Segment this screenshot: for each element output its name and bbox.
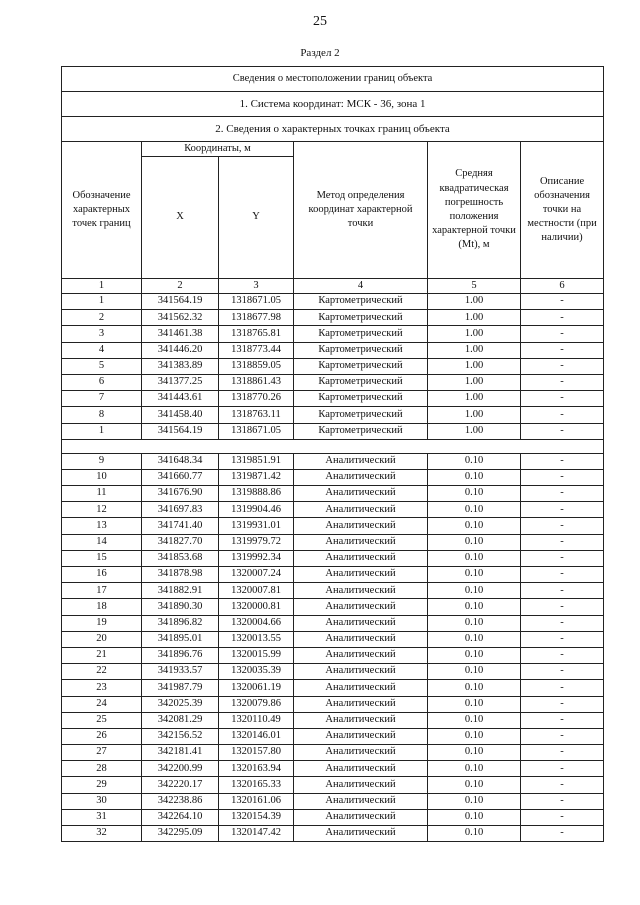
description-value: - bbox=[521, 615, 604, 631]
table-row bbox=[62, 486, 604, 502]
accuracy-value: 0.10 bbox=[428, 534, 521, 550]
table-row bbox=[62, 631, 604, 647]
accuracy-value: 1.00 bbox=[428, 374, 521, 390]
method-value: Аналитический bbox=[294, 486, 428, 502]
accuracy-value: 1.00 bbox=[428, 326, 521, 342]
accuracy-value: 0.10 bbox=[428, 696, 521, 712]
point-id: 22 bbox=[62, 664, 142, 680]
description-value: - bbox=[521, 599, 604, 615]
point-id: 12 bbox=[62, 502, 142, 518]
method-value: Аналитический bbox=[294, 567, 428, 583]
description-value: - bbox=[521, 326, 604, 342]
x-value: 341827.70 bbox=[142, 534, 219, 550]
section-title: Раздел 2 bbox=[300, 47, 340, 59]
point-id: 31 bbox=[62, 809, 142, 825]
description-value: - bbox=[521, 534, 604, 550]
method-value: Аналитический bbox=[294, 647, 428, 663]
accuracy-value: 0.10 bbox=[428, 680, 521, 696]
header-point-label: Обозначение характерных точек границ bbox=[62, 142, 142, 279]
point-id: 13 bbox=[62, 518, 142, 534]
point-id: 27 bbox=[62, 745, 142, 761]
point-id: 24 bbox=[62, 696, 142, 712]
accuracy-value: 1.00 bbox=[428, 391, 521, 407]
description-value: - bbox=[521, 696, 604, 712]
point-id: 10 bbox=[62, 469, 142, 485]
header-accuracy: Средняя квадратическая погрешность положения характерной точки (Mt), м bbox=[428, 142, 521, 279]
x-value: 342264.10 bbox=[142, 809, 219, 825]
x-value: 342156.52 bbox=[142, 728, 219, 744]
x-value: 342181.41 bbox=[142, 745, 219, 761]
point-id: 7 bbox=[62, 391, 142, 407]
accuracy-value: 0.10 bbox=[428, 647, 521, 663]
table-row bbox=[62, 777, 604, 793]
description-value: - bbox=[521, 647, 604, 663]
point-id: 23 bbox=[62, 680, 142, 696]
accuracy-value: 0.10 bbox=[428, 793, 521, 809]
y-value: 1319992.34 bbox=[219, 550, 294, 566]
accuracy-value: 0.10 bbox=[428, 583, 521, 599]
y-value: 1320007.81 bbox=[219, 583, 294, 599]
x-value: 341676.90 bbox=[142, 486, 219, 502]
y-value: 1320154.39 bbox=[219, 809, 294, 825]
method-value: Аналитический bbox=[294, 777, 428, 793]
x-value: 342025.39 bbox=[142, 696, 219, 712]
method-value: Аналитический bbox=[294, 453, 428, 469]
table-row bbox=[62, 453, 604, 469]
y-value: 1320163.94 bbox=[219, 761, 294, 777]
point-id: 29 bbox=[62, 777, 142, 793]
description-value: - bbox=[521, 374, 604, 390]
x-value: 341660.77 bbox=[142, 469, 219, 485]
method-value: Картометрический bbox=[294, 407, 428, 423]
accuracy-value: 0.10 bbox=[428, 453, 521, 469]
y-value: 1320013.55 bbox=[219, 631, 294, 647]
y-value: 1320110.49 bbox=[219, 712, 294, 728]
method-value: Аналитический bbox=[294, 728, 428, 744]
col-number: 4 bbox=[294, 279, 428, 294]
points-heading-row: 2. Сведения о характерных точках границ объекта bbox=[62, 117, 604, 142]
table-row bbox=[62, 599, 604, 615]
method-value: Аналитический bbox=[294, 712, 428, 728]
y-value: 1319904.46 bbox=[219, 502, 294, 518]
table-row bbox=[62, 793, 604, 809]
accuracy-value: 0.10 bbox=[428, 550, 521, 566]
y-value: 1318677.98 bbox=[219, 310, 294, 326]
x-value: 341446.20 bbox=[142, 342, 219, 358]
description-value: - bbox=[521, 342, 604, 358]
method-value: Аналитический bbox=[294, 583, 428, 599]
table-row bbox=[62, 518, 604, 534]
y-value: 1318671.05 bbox=[219, 423, 294, 439]
table-row bbox=[62, 745, 604, 761]
description-value: - bbox=[521, 793, 604, 809]
contour-separator-row bbox=[62, 439, 604, 453]
method-value: Картометрический bbox=[294, 423, 428, 439]
table-row bbox=[62, 809, 604, 825]
y-value: 1320161.06 bbox=[219, 793, 294, 809]
description-value: - bbox=[521, 310, 604, 326]
accuracy-value: 0.10 bbox=[428, 615, 521, 631]
accuracy-value: 1.00 bbox=[428, 310, 521, 326]
x-value: 341896.76 bbox=[142, 647, 219, 663]
point-id: 8 bbox=[62, 407, 142, 423]
y-value: 1318671.05 bbox=[219, 294, 294, 310]
table-row bbox=[62, 391, 604, 407]
point-id: 20 bbox=[62, 631, 142, 647]
table-row bbox=[62, 680, 604, 696]
description-value: - bbox=[521, 777, 604, 793]
accuracy-value: 0.10 bbox=[428, 712, 521, 728]
col-number: 1 bbox=[62, 279, 142, 294]
table-row bbox=[62, 647, 604, 663]
header-y: Y bbox=[219, 157, 294, 279]
accuracy-value: 0.10 bbox=[428, 826, 521, 842]
boundary-points-table bbox=[61, 66, 604, 842]
x-value: 341741.40 bbox=[142, 518, 219, 534]
point-id: 16 bbox=[62, 567, 142, 583]
description-value: - bbox=[521, 809, 604, 825]
table-row bbox=[62, 469, 604, 485]
y-value: 1318859.05 bbox=[219, 358, 294, 374]
x-value: 341987.79 bbox=[142, 680, 219, 696]
x-value: 341461.38 bbox=[142, 326, 219, 342]
x-value: 342200.99 bbox=[142, 761, 219, 777]
point-id: 17 bbox=[62, 583, 142, 599]
table-row bbox=[62, 712, 604, 728]
table-row bbox=[62, 294, 604, 310]
method-value: Аналитический bbox=[294, 761, 428, 777]
table-row bbox=[62, 550, 604, 566]
method-value: Картометрический bbox=[294, 294, 428, 310]
method-value: Аналитический bbox=[294, 696, 428, 712]
x-value: 341458.40 bbox=[142, 407, 219, 423]
point-id: 4 bbox=[62, 342, 142, 358]
y-value: 1319871.42 bbox=[219, 469, 294, 485]
page-number: 25 bbox=[313, 14, 327, 29]
point-id: 6 bbox=[62, 374, 142, 390]
y-value: 1320000.81 bbox=[219, 599, 294, 615]
point-id: 26 bbox=[62, 728, 142, 744]
point-id: 25 bbox=[62, 712, 142, 728]
accuracy-value: 0.10 bbox=[428, 518, 521, 534]
accuracy-value: 0.10 bbox=[428, 567, 521, 583]
header-description: Описание обозначения точки на местности (при наличии) bbox=[521, 142, 604, 279]
method-value: Аналитический bbox=[294, 534, 428, 550]
table-row bbox=[62, 342, 604, 358]
x-value: 341377.25 bbox=[142, 374, 219, 390]
accuracy-value: 0.10 bbox=[428, 809, 521, 825]
table-row bbox=[62, 761, 604, 777]
table-row bbox=[62, 696, 604, 712]
x-value: 341890.30 bbox=[142, 599, 219, 615]
method-value: Аналитический bbox=[294, 826, 428, 842]
method-value: Аналитический bbox=[294, 615, 428, 631]
x-value: 341564.19 bbox=[142, 423, 219, 439]
point-id: 5 bbox=[62, 358, 142, 374]
description-value: - bbox=[521, 664, 604, 680]
description-value: - bbox=[521, 583, 604, 599]
description-value: - bbox=[521, 294, 604, 310]
table-row bbox=[62, 374, 604, 390]
x-value: 342220.17 bbox=[142, 777, 219, 793]
separator-cell bbox=[62, 439, 604, 453]
table-row bbox=[62, 728, 604, 744]
description-value: - bbox=[521, 423, 604, 439]
table-row bbox=[62, 326, 604, 342]
method-value: Картометрический bbox=[294, 374, 428, 390]
method-value: Аналитический bbox=[294, 550, 428, 566]
point-id: 1 bbox=[62, 423, 142, 439]
method-value: Аналитический bbox=[294, 809, 428, 825]
description-value: - bbox=[521, 407, 604, 423]
description-value: - bbox=[521, 712, 604, 728]
x-value: 342238.86 bbox=[142, 793, 219, 809]
table-row bbox=[62, 358, 604, 374]
col-number: 3 bbox=[219, 279, 294, 294]
accuracy-value: 0.10 bbox=[428, 469, 521, 485]
method-value: Аналитический bbox=[294, 502, 428, 518]
x-value: 342295.09 bbox=[142, 826, 219, 842]
accuracy-value: 0.10 bbox=[428, 599, 521, 615]
x-value: 342081.29 bbox=[142, 712, 219, 728]
header-method: Метод определения координат характерной точки bbox=[294, 142, 428, 279]
y-value: 1320146.01 bbox=[219, 728, 294, 744]
point-id: 28 bbox=[62, 761, 142, 777]
y-value: 1318773.44 bbox=[219, 342, 294, 358]
point-id: 1 bbox=[62, 294, 142, 310]
y-value: 1320079.86 bbox=[219, 696, 294, 712]
accuracy-value: 1.00 bbox=[428, 407, 521, 423]
accuracy-value: 0.10 bbox=[428, 761, 521, 777]
y-value: 1318861.43 bbox=[219, 374, 294, 390]
table-row bbox=[62, 664, 604, 680]
x-value: 341882.91 bbox=[142, 583, 219, 599]
y-value: 1320157.80 bbox=[219, 745, 294, 761]
method-value: Картометрический bbox=[294, 342, 428, 358]
table-row bbox=[62, 407, 604, 423]
description-value: - bbox=[521, 826, 604, 842]
x-value: 341564.19 bbox=[142, 294, 219, 310]
method-value: Картометрический bbox=[294, 310, 428, 326]
y-value: 1319979.72 bbox=[219, 534, 294, 550]
point-id: 2 bbox=[62, 310, 142, 326]
point-id: 3 bbox=[62, 326, 142, 342]
point-id: 11 bbox=[62, 486, 142, 502]
point-id: 19 bbox=[62, 615, 142, 631]
y-value: 1320035.39 bbox=[219, 664, 294, 680]
method-value: Аналитический bbox=[294, 631, 428, 647]
y-value: 1319931.01 bbox=[219, 518, 294, 534]
col-number: 2 bbox=[142, 279, 219, 294]
point-id: 9 bbox=[62, 453, 142, 469]
description-value: - bbox=[521, 518, 604, 534]
x-value: 341853.68 bbox=[142, 550, 219, 566]
col-number: 6 bbox=[521, 279, 604, 294]
accuracy-value: 0.10 bbox=[428, 664, 521, 680]
accuracy-value: 0.10 bbox=[428, 502, 521, 518]
description-value: - bbox=[521, 502, 604, 518]
table-row bbox=[62, 310, 604, 326]
point-id: 30 bbox=[62, 793, 142, 809]
point-id: 21 bbox=[62, 647, 142, 663]
accuracy-value: 1.00 bbox=[428, 423, 521, 439]
y-value: 1320007.24 bbox=[219, 567, 294, 583]
description-value: - bbox=[521, 469, 604, 485]
method-value: Аналитический bbox=[294, 745, 428, 761]
y-value: 1320061.19 bbox=[219, 680, 294, 696]
method-value: Картометрический bbox=[294, 391, 428, 407]
y-value: 1320015.99 bbox=[219, 647, 294, 663]
accuracy-value: 1.00 bbox=[428, 294, 521, 310]
accuracy-value: 0.10 bbox=[428, 486, 521, 502]
description-value: - bbox=[521, 761, 604, 777]
accuracy-value: 0.10 bbox=[428, 745, 521, 761]
table-row bbox=[62, 826, 604, 842]
header-coords: Координаты, м bbox=[142, 142, 294, 157]
x-value: 341562.32 bbox=[142, 310, 219, 326]
x-value: 341896.82 bbox=[142, 615, 219, 631]
x-value: 341878.98 bbox=[142, 567, 219, 583]
method-value: Аналитический bbox=[294, 518, 428, 534]
description-value: - bbox=[521, 486, 604, 502]
table-row bbox=[62, 615, 604, 631]
accuracy-value: 0.10 bbox=[428, 631, 521, 647]
table-title: Сведения о местоположении границ объекта bbox=[62, 67, 604, 92]
description-value: - bbox=[521, 358, 604, 374]
y-value: 1320147.42 bbox=[219, 826, 294, 842]
description-value: - bbox=[521, 745, 604, 761]
y-value: 1319888.86 bbox=[219, 486, 294, 502]
table-row bbox=[62, 534, 604, 550]
x-value: 341443.61 bbox=[142, 391, 219, 407]
method-value: Картометрический bbox=[294, 326, 428, 342]
description-value: - bbox=[521, 631, 604, 647]
y-value: 1320165.33 bbox=[219, 777, 294, 793]
point-id: 15 bbox=[62, 550, 142, 566]
point-id: 14 bbox=[62, 534, 142, 550]
description-value: - bbox=[521, 728, 604, 744]
description-value: - bbox=[521, 550, 604, 566]
method-value: Картометрический bbox=[294, 358, 428, 374]
y-value: 1318763.11 bbox=[219, 407, 294, 423]
x-value: 341648.34 bbox=[142, 453, 219, 469]
table-row bbox=[62, 502, 604, 518]
table-row bbox=[62, 583, 604, 599]
x-value: 341383.89 bbox=[142, 358, 219, 374]
table-row bbox=[62, 423, 604, 439]
y-value: 1320004.66 bbox=[219, 615, 294, 631]
header-x: X bbox=[142, 157, 219, 279]
method-value: Аналитический bbox=[294, 469, 428, 485]
y-value: 1319851.91 bbox=[219, 453, 294, 469]
point-id: 32 bbox=[62, 826, 142, 842]
method-value: Аналитический bbox=[294, 599, 428, 615]
point-id: 18 bbox=[62, 599, 142, 615]
accuracy-value: 1.00 bbox=[428, 358, 521, 374]
coord-system-row: 1. Система координат: МСК - 36, зона 1 bbox=[62, 92, 604, 117]
accuracy-value: 0.10 bbox=[428, 777, 521, 793]
x-value: 341697.83 bbox=[142, 502, 219, 518]
x-value: 341933.57 bbox=[142, 664, 219, 680]
col-number: 5 bbox=[428, 279, 521, 294]
description-value: - bbox=[521, 453, 604, 469]
x-value: 341895.01 bbox=[142, 631, 219, 647]
method-value: Аналитический bbox=[294, 664, 428, 680]
description-value: - bbox=[521, 567, 604, 583]
description-value: - bbox=[521, 680, 604, 696]
method-value: Аналитический bbox=[294, 680, 428, 696]
method-value: Аналитический bbox=[294, 793, 428, 809]
accuracy-value: 1.00 bbox=[428, 342, 521, 358]
description-value: - bbox=[521, 391, 604, 407]
table-row bbox=[62, 567, 604, 583]
y-value: 1318765.81 bbox=[219, 326, 294, 342]
accuracy-value: 0.10 bbox=[428, 728, 521, 744]
y-value: 1318770.26 bbox=[219, 391, 294, 407]
